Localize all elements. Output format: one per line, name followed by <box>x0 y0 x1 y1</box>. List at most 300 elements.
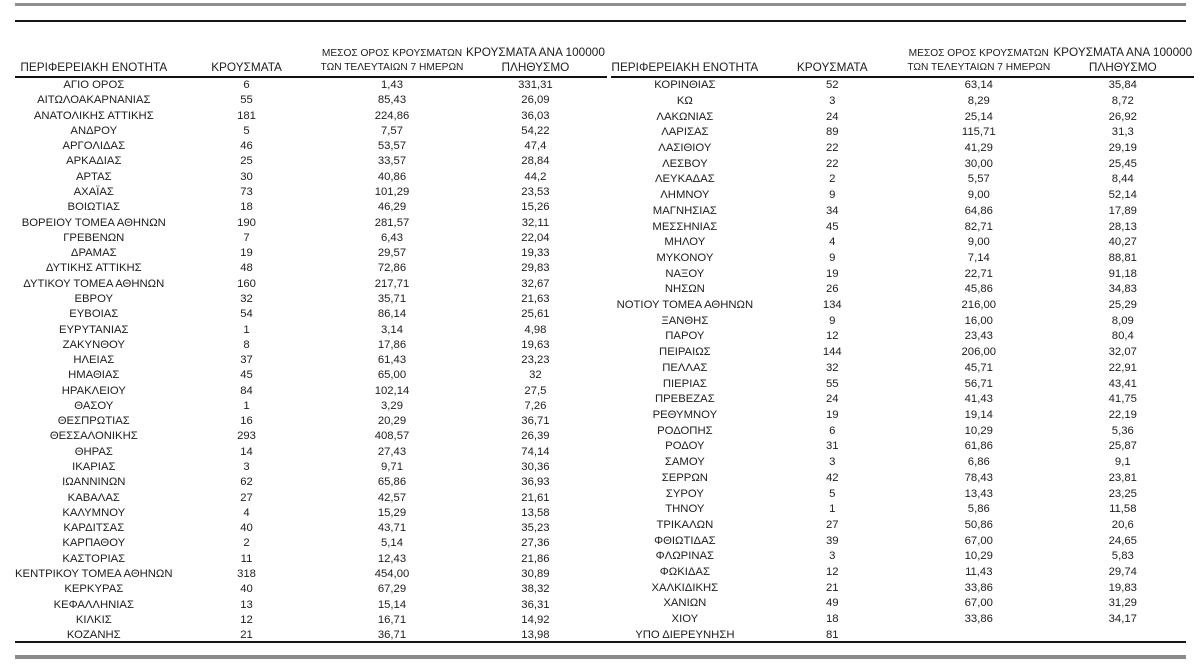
table-row <box>15 93 607 108</box>
cases-cell: 134 <box>822 299 842 312</box>
tables-container <box>15 38 1194 643</box>
per100k-cell: 80,4 <box>1111 330 1134 343</box>
avg7-cell: 9,00 <box>967 236 990 249</box>
table-row <box>611 219 1194 235</box>
region-cell: ΠΡΕΒΕΖΑΣ <box>654 393 715 406</box>
avg7-cell: 216,00 <box>961 299 997 312</box>
per100k-cell: 88,81 <box>1108 251 1137 264</box>
header-avg7 <box>321 38 464 77</box>
avg7-cell: 46,29 <box>377 201 407 214</box>
table-row <box>15 154 607 169</box>
table-row <box>611 612 1194 628</box>
per100k-cell: 8,09 <box>1111 314 1134 327</box>
cases-cell: 32 <box>240 292 253 305</box>
per100k-cell: 47,4 <box>524 140 547 153</box>
table-row <box>15 552 607 567</box>
avg7-cell: 63,14 <box>964 79 993 92</box>
region-cell: ΒΟΙΩΤΙΑΣ <box>67 201 120 214</box>
region-cell: ΙΚΑΡΙΑΣ <box>72 461 116 474</box>
per100k-cell: 32 <box>529 369 542 382</box>
region-cell: ΚΑΒΑΛΑΣ <box>67 491 120 504</box>
avg7-cell: 42,57 <box>377 491 407 504</box>
header-per100k <box>463 38 607 77</box>
region-cell: ΤΗΝΟΥ <box>665 503 705 516</box>
table-row <box>611 502 1194 518</box>
table-row <box>15 246 607 261</box>
region-cell: ΦΘΙΩΤΙΔΑΣ <box>654 534 716 547</box>
region-cell: ΔΥΤΙΚΟΥ ΤΟΜΕΑ ΑΘΗΝΩΝ <box>23 277 165 290</box>
region-cell: ΜΕΣΣΗΝΙΑΣ <box>652 220 718 233</box>
table-row <box>15 460 607 475</box>
table-row <box>611 565 1194 581</box>
avg7-cell: 1,43 <box>380 79 403 91</box>
header-per100k <box>1051 38 1194 77</box>
table-row <box>611 282 1194 298</box>
cases-cell: 27 <box>825 518 839 531</box>
avg7-cell: 11,43 <box>965 566 993 579</box>
cases-cell: 9 <box>829 251 836 264</box>
per100k-cell: 20,6 <box>1111 518 1134 531</box>
cases-cell: 84 <box>240 384 253 397</box>
table-row <box>611 486 1194 502</box>
table-row <box>15 261 607 276</box>
table-row <box>15 277 607 292</box>
header-per100k-line1: ΚΡΟΥΣΜΑΤΑ ΑΝΑ 100000 <box>1053 45 1193 59</box>
region-cell: ΕΥΡΥΤΑΝΙΑΣ <box>58 323 129 336</box>
region-cell: ΑΧΑΪΑΣ <box>73 185 114 198</box>
cases-cell: 293 <box>237 430 256 443</box>
cases-cell: 12 <box>825 566 839 579</box>
region-cell: ΠΙΕΡΙΑΣ <box>662 377 707 390</box>
avg7-cell: 408,57 <box>374 430 410 443</box>
per100k-cell: 25,87 <box>1108 440 1137 453</box>
table-row <box>611 408 1194 424</box>
region-cell: ΚΑΛΥΜΝΟΥ <box>62 506 126 519</box>
per100k-cell: 31,3 <box>1111 126 1134 139</box>
cases-cell: 89 <box>825 126 839 139</box>
table-row <box>611 471 1194 487</box>
cases-cell: 30 <box>240 170 253 183</box>
region-cell: ΝΗΣΩΝ <box>664 283 705 296</box>
region-cell: ΑΝΑΤΟΛΙΚΗΣ ΑΤΤΙΚΗΣ <box>33 109 154 122</box>
per100k-cell: 331,31 <box>518 79 553 91</box>
cases-cell: 318 <box>237 568 256 580</box>
per100k-cell: 36,71 <box>521 415 550 428</box>
avg7-cell: 10,29 <box>964 424 993 437</box>
per100k-cell: 9,1 <box>1114 456 1131 469</box>
region-cell: ΣΥΡΟΥ <box>665 487 704 500</box>
cases-cell: 45 <box>825 220 839 233</box>
per100k-cell: 25,29 <box>1108 299 1137 312</box>
region-cell: ΚΕΡΚΥΡΑΣ <box>64 583 124 596</box>
avg7-cell: 16,00 <box>964 314 993 327</box>
avg7-cell: 29,57 <box>377 247 407 260</box>
per100k-cell: 28,84 <box>521 155 550 168</box>
per100k-cell: 30,89 <box>521 568 550 580</box>
region-cell: ΛΕΣΒΟΥ <box>662 157 708 170</box>
avg7-cell: 53,57 <box>377 140 407 153</box>
table-row <box>15 521 607 536</box>
avg7-cell: 3,29 <box>380 399 403 412</box>
avg7-cell: 10,29 <box>964 550 993 563</box>
region-cell: ΔΡΑΜΑΣ <box>70 247 117 260</box>
cases-cell: 144 <box>822 346 842 359</box>
region-cell: ΧΙΟΥ <box>671 613 699 626</box>
cases-cell: 12 <box>240 613 253 626</box>
avg7-cell: 33,86 <box>964 613 993 626</box>
per100k-cell: 21,86 <box>521 552 550 565</box>
avg7-cell: 45,71 <box>964 361 993 374</box>
cases-cell: 12 <box>825 330 839 343</box>
region-cell: ΜΑΓΝΗΣΙΑΣ <box>652 204 717 217</box>
cases-cell: 22 <box>825 142 839 155</box>
cases-cell: 26 <box>825 283 839 296</box>
cases-cell: 55 <box>825 377 839 390</box>
region-cell: ΚΑΡΠΑΘΟΥ <box>62 537 126 550</box>
per100k-cell: 23,23 <box>521 354 550 367</box>
per100k-cell: 23,25 <box>1108 487 1137 500</box>
per100k-cell: 14,92 <box>521 613 550 626</box>
region-cell: ΧΑΛΚΙΔΙΚΗΣ <box>651 581 719 594</box>
cases-cell: 7 <box>243 231 250 244</box>
per100k-cell: 11,58 <box>1109 503 1137 516</box>
per100k-cell: 25,45 <box>1108 157 1137 170</box>
per100k-cell: 26,92 <box>1108 110 1137 123</box>
cases-cell: 3 <box>243 461 250 474</box>
header-cases: ΚΡΟΥΣΜΑΤΑ <box>173 38 321 77</box>
per100k-cell: 24,65 <box>1108 534 1137 547</box>
avg7-cell: 102,14 <box>374 384 410 397</box>
per100k-cell: 36,93 <box>521 476 550 489</box>
per100k-cell: 52,14 <box>1108 189 1137 202</box>
table-row <box>15 216 607 231</box>
table-row <box>611 423 1194 439</box>
per100k-cell: 36,03 <box>521 109 550 122</box>
cases-cell: 21 <box>240 629 253 642</box>
table-row <box>15 582 607 597</box>
avg7-cell: 82,71 <box>964 220 993 233</box>
region-cell: ΜΥΚΟΝΟΥ <box>656 251 714 264</box>
table-row <box>611 266 1194 282</box>
avg7-cell: 9,71 <box>380 461 403 474</box>
table-row <box>611 141 1194 157</box>
header-per100k-line2: ΠΛΗΘΥΣΜΟ <box>501 59 570 74</box>
per100k-cell: 8,72 <box>1111 94 1134 107</box>
table-row <box>611 157 1194 173</box>
avg7-cell: 5,86 <box>967 503 990 516</box>
avg7-cell: 45,86 <box>964 283 993 296</box>
per100k-cell: 34,83 <box>1108 283 1137 296</box>
avg7-cell: 224,86 <box>374 109 410 122</box>
table-row <box>15 368 607 383</box>
per100k-cell: 32,07 <box>1108 346 1137 359</box>
table-header-right <box>611 38 1194 77</box>
table-row <box>611 533 1194 549</box>
region-cell: ΤΡΙΚΑΛΩΝ <box>656 518 714 531</box>
table-row <box>15 139 607 154</box>
avg7-cell: 217,71 <box>374 277 410 290</box>
cases-cell: 8 <box>243 338 250 351</box>
cases-cell: 18 <box>825 613 839 626</box>
cases-cell: 2 <box>243 537 250 550</box>
region-cell: ΙΩΑΝΝΙΝΩΝ <box>62 476 126 489</box>
bottom-grey-divider <box>15 655 1186 659</box>
avg7-cell: 3,14 <box>380 323 403 336</box>
cases-cell: 54 <box>240 308 253 321</box>
cases-cell: 37 <box>240 354 253 367</box>
region-cell: ΚΟΡΙΝΘΙΑΣ <box>654 79 716 92</box>
region-cell: ΥΠΟ ΔΙΕΡΕΥΝΗΣΗ <box>635 628 735 641</box>
header-avg7-line2: ΤΩΝ ΤΕΛΕΥΤΑΙΩΝ 7 ΗΜΕΡΩΝ <box>907 61 1051 73</box>
per100k-cell: 35,84 <box>1108 79 1137 92</box>
region-cell: ΑΓΙΟ ΟΡΟΣ <box>63 79 125 91</box>
region-cell: ΡΟΔΟΥ <box>665 440 705 453</box>
bottom-black-divider <box>15 641 1186 643</box>
region-cell: ΣΕΡΡΩΝ <box>661 471 708 484</box>
cases-cell: 181 <box>237 109 256 122</box>
avg7-cell: 67,29 <box>377 583 407 596</box>
table-row <box>15 414 607 429</box>
region-cell: ΠΕΙΡΑΙΩΣ <box>659 346 711 359</box>
region-cell: ΚΟΖΑΝΗΣ <box>66 629 121 642</box>
region-cell: ΝΟΤΙΟΥ ΤΟΜΕΑ ΑΘΗΝΩΝ <box>616 299 754 312</box>
avg7-cell: 13,43 <box>964 487 993 500</box>
per100k-cell: 15,26 <box>521 201 550 214</box>
avg7-cell: 40,86 <box>377 170 407 183</box>
table-row <box>15 200 607 215</box>
table-row <box>611 596 1194 612</box>
avg7-cell: 67,00 <box>964 597 993 610</box>
table-row <box>15 491 607 506</box>
per100k-cell: 32,67 <box>521 277 550 290</box>
per100k-cell: 17,89 <box>1108 204 1137 217</box>
table-row <box>15 536 607 551</box>
table-row <box>15 231 607 246</box>
region-cell: ΚΕΝΤΡΙΚΟΥ ΤΟΜΕΑ ΑΘΗΝΩΝ <box>15 568 173 580</box>
cases-cell: 48 <box>240 262 253 275</box>
avg7-cell: 7,14 <box>967 251 990 264</box>
table-body-left <box>15 77 607 643</box>
cases-cell: 52 <box>825 79 839 92</box>
avg7-cell: 65,86 <box>377 476 407 489</box>
header-per100k-line1: ΚΡΟΥΣΜΑΤΑ ΑΝΑ 100000 <box>465 45 605 59</box>
avg7-cell: 5,14 <box>380 537 403 550</box>
region-cell: ΠΑΡΟΥ <box>665 330 705 343</box>
cases-cell: 4 <box>829 236 836 249</box>
table-row <box>15 185 607 200</box>
avg7-cell: 281,57 <box>374 216 410 229</box>
region-cell: ΑΡΤΑΣ <box>75 170 112 183</box>
per100k-cell: 54,22 <box>521 124 550 137</box>
avg7-cell: 30,00 <box>964 157 993 170</box>
region-cell: ΚΩ <box>676 94 693 107</box>
region-cell: ΛΑΡΙΣΑΣ <box>661 126 709 139</box>
cases-cell: 160 <box>237 277 256 290</box>
avg7-cell: 61,86 <box>964 440 993 453</box>
per100k-cell: 27,5 <box>524 384 547 397</box>
avg7-cell: 17,86 <box>377 338 407 351</box>
header-region: ΠΕΡΙΦΕΡΕΙΑΚΗ ΕΝΟΤΗΤΑ <box>611 38 758 77</box>
avg7-cell: 65,00 <box>377 369 407 382</box>
cases-cell: 6 <box>243 79 250 91</box>
cases-table-left <box>15 38 607 643</box>
region-cell: ΧΑΝΙΩΝ <box>663 597 707 610</box>
header-avg7-line1: ΜΕΣΟΣ ΟΡΟΣ ΚΡΟΥΣΜΑΤΩΝ <box>321 48 463 59</box>
avg7-cell: 20,29 <box>377 415 407 428</box>
avg7-cell: 85,43 <box>377 94 407 107</box>
per100k-cell: 7,26 <box>524 399 547 412</box>
cases-cell: 24 <box>825 393 839 406</box>
avg7-cell: 19,14 <box>964 408 993 421</box>
per100k-cell: 38,32 <box>521 583 550 596</box>
region-cell: ΑΝΔΡΟΥ <box>70 124 118 137</box>
region-cell: ΡΟΔΟΠΗΣ <box>657 424 713 437</box>
per100k-cell: 21,63 <box>521 292 550 305</box>
table-row <box>611 77 1194 94</box>
cases-cell: 46 <box>240 140 253 153</box>
per100k-cell: 32,11 <box>521 216 550 229</box>
cases-cell: 39 <box>825 534 839 547</box>
avg7-cell: 56,71 <box>964 377 993 390</box>
table-header-left <box>15 38 607 77</box>
table-row <box>15 567 607 582</box>
avg7-cell: 35,71 <box>377 292 407 305</box>
table-row <box>611 298 1194 314</box>
table-row <box>15 384 607 399</box>
table-row <box>611 94 1194 110</box>
per100k-cell: 28,13 <box>1108 220 1137 233</box>
cases-cell: 62 <box>240 476 253 489</box>
avg7-cell: 43,71 <box>377 522 407 535</box>
table-row <box>611 439 1194 455</box>
header-avg7-line2: ΤΩΝ ΤΕΛΕΥΤΑΙΩΝ 7 ΗΜΕΡΩΝ <box>320 61 464 73</box>
top-grey-divider <box>15 3 1186 6</box>
region-cell: ΚΑΡΔΙΤΣΑΣ <box>63 522 125 535</box>
avg7-cell: 115,71 <box>961 126 996 139</box>
avg7-cell: 61,43 <box>377 354 407 367</box>
table-row <box>15 613 607 628</box>
cases-cell: 81 <box>825 628 839 641</box>
per100k-cell: 5,83 <box>1111 550 1134 563</box>
avg7-cell: 6,86 <box>967 456 990 469</box>
cases-cell: 9 <box>829 189 836 202</box>
region-cell: ΖΑΚΥΝΘΟΥ <box>62 338 125 351</box>
region-cell: ΡΕΘΥΜΝΟΥ <box>652 408 718 421</box>
header-row <box>611 38 1194 77</box>
table-row <box>611 172 1194 188</box>
cases-cell: 2 <box>829 173 836 186</box>
header-avg7-line1: ΜΕΣΟΣ ΟΡΟΣ ΚΡΟΥΣΜΑΤΩΝ <box>908 48 1049 59</box>
table-row <box>611 518 1194 534</box>
avg7-cell: 67,00 <box>964 534 993 547</box>
cases-cell: 34 <box>825 204 839 217</box>
cases-cell: 24 <box>825 110 839 123</box>
top-black-divider <box>15 20 1186 22</box>
avg7-cell: 64,86 <box>964 204 993 217</box>
avg7-cell: 101,29 <box>374 185 410 198</box>
cases-cell: 1 <box>829 503 836 516</box>
per100k-cell: 23,81 <box>1108 471 1137 484</box>
avg7-cell: 454,00 <box>374 568 410 580</box>
header-per100k-line2: ΠΛΗΘΥΣΜΟ <box>1088 59 1157 74</box>
cases-cell: 27 <box>240 491 253 504</box>
table-row <box>611 392 1194 408</box>
cases-cell: 5 <box>243 124 250 137</box>
region-cell: ΔΥΤΙΚΗΣ ΑΤΤΙΚΗΣ <box>45 262 142 275</box>
cases-cell: 49 <box>825 597 839 610</box>
cases-cell: 32 <box>825 361 839 374</box>
per100k-cell: 91,18 <box>1108 267 1137 280</box>
table-row <box>611 455 1194 471</box>
region-cell: ΕΒΡΟΥ <box>74 292 114 305</box>
per100k-cell: 22,04 <box>521 231 550 244</box>
cases-cell: 19 <box>825 267 839 280</box>
table-row <box>15 445 607 460</box>
avg7-cell: 41,29 <box>964 142 993 155</box>
cases-cell: 40 <box>240 583 253 596</box>
region-cell: ΗΡΑΚΛΕΙΟΥ <box>61 384 126 397</box>
header-avg7 <box>906 38 1051 77</box>
cases-cell: 3 <box>829 550 836 563</box>
header-row <box>15 38 607 77</box>
per100k-cell: 26,09 <box>521 94 550 107</box>
region-cell: ΦΛΩΡΙΝΑΣ <box>655 550 715 563</box>
region-cell: ΘΑΣΟΥ <box>74 399 114 412</box>
per100k-cell: 34,17 <box>1108 613 1137 626</box>
table-row <box>611 109 1194 125</box>
table-row <box>611 314 1194 330</box>
table-row <box>15 429 607 444</box>
avg7-cell: 72,86 <box>377 262 407 275</box>
table-row <box>611 188 1194 204</box>
cases-cell: 11 <box>240 552 253 565</box>
table-row <box>15 475 607 490</box>
table-row <box>15 323 607 338</box>
avg7-cell: 9,00 <box>967 189 990 202</box>
cases-cell: 25 <box>240 155 253 168</box>
region-cell: ΣΑΜΟΥ <box>664 456 705 469</box>
avg7-cell: 78,43 <box>964 471 993 484</box>
region-cell: ΝΑΞΟΥ <box>665 267 705 280</box>
cases-cell: 42 <box>825 471 839 484</box>
cases-cell: 3 <box>829 94 836 107</box>
region-cell: ΑΙΤΩΛΟΑΚΑΡΝΑΝΙΑΣ <box>37 94 151 107</box>
avg7-cell: 86,14 <box>377 308 407 321</box>
region-cell: ΘΕΣΣΑΛΟΝΙΚΗΣ <box>49 430 138 443</box>
avg7-cell: 206,00 <box>961 346 997 359</box>
cases-cell: 5 <box>829 487 836 500</box>
region-cell: ΓΡΕΒΕΝΩΝ <box>63 231 125 244</box>
per100k-cell: 13,98 <box>521 629 550 642</box>
avg7-cell: 12,43 <box>377 552 407 565</box>
avg7-cell: 5,57 <box>967 173 990 186</box>
avg7-cell: 41,43 <box>964 393 993 406</box>
cases-cell: 18 <box>240 201 253 214</box>
cases-cell: 13 <box>240 598 253 611</box>
table-row <box>15 598 607 613</box>
per100k-cell: 29,74 <box>1108 566 1137 579</box>
table-row <box>15 124 607 139</box>
per100k-cell: 19,63 <box>521 338 550 351</box>
per100k-cell: 23,53 <box>521 185 550 198</box>
cases-cell: 9 <box>829 314 836 327</box>
per100k-cell: 41,75 <box>1108 393 1137 406</box>
table-row <box>611 329 1194 345</box>
region-cell: ΦΩΚΙΔΑΣ <box>659 566 710 579</box>
table-row <box>15 506 607 521</box>
avg7-cell: 7,57 <box>380 124 403 137</box>
per100k-cell: 22,19 <box>1108 408 1137 421</box>
